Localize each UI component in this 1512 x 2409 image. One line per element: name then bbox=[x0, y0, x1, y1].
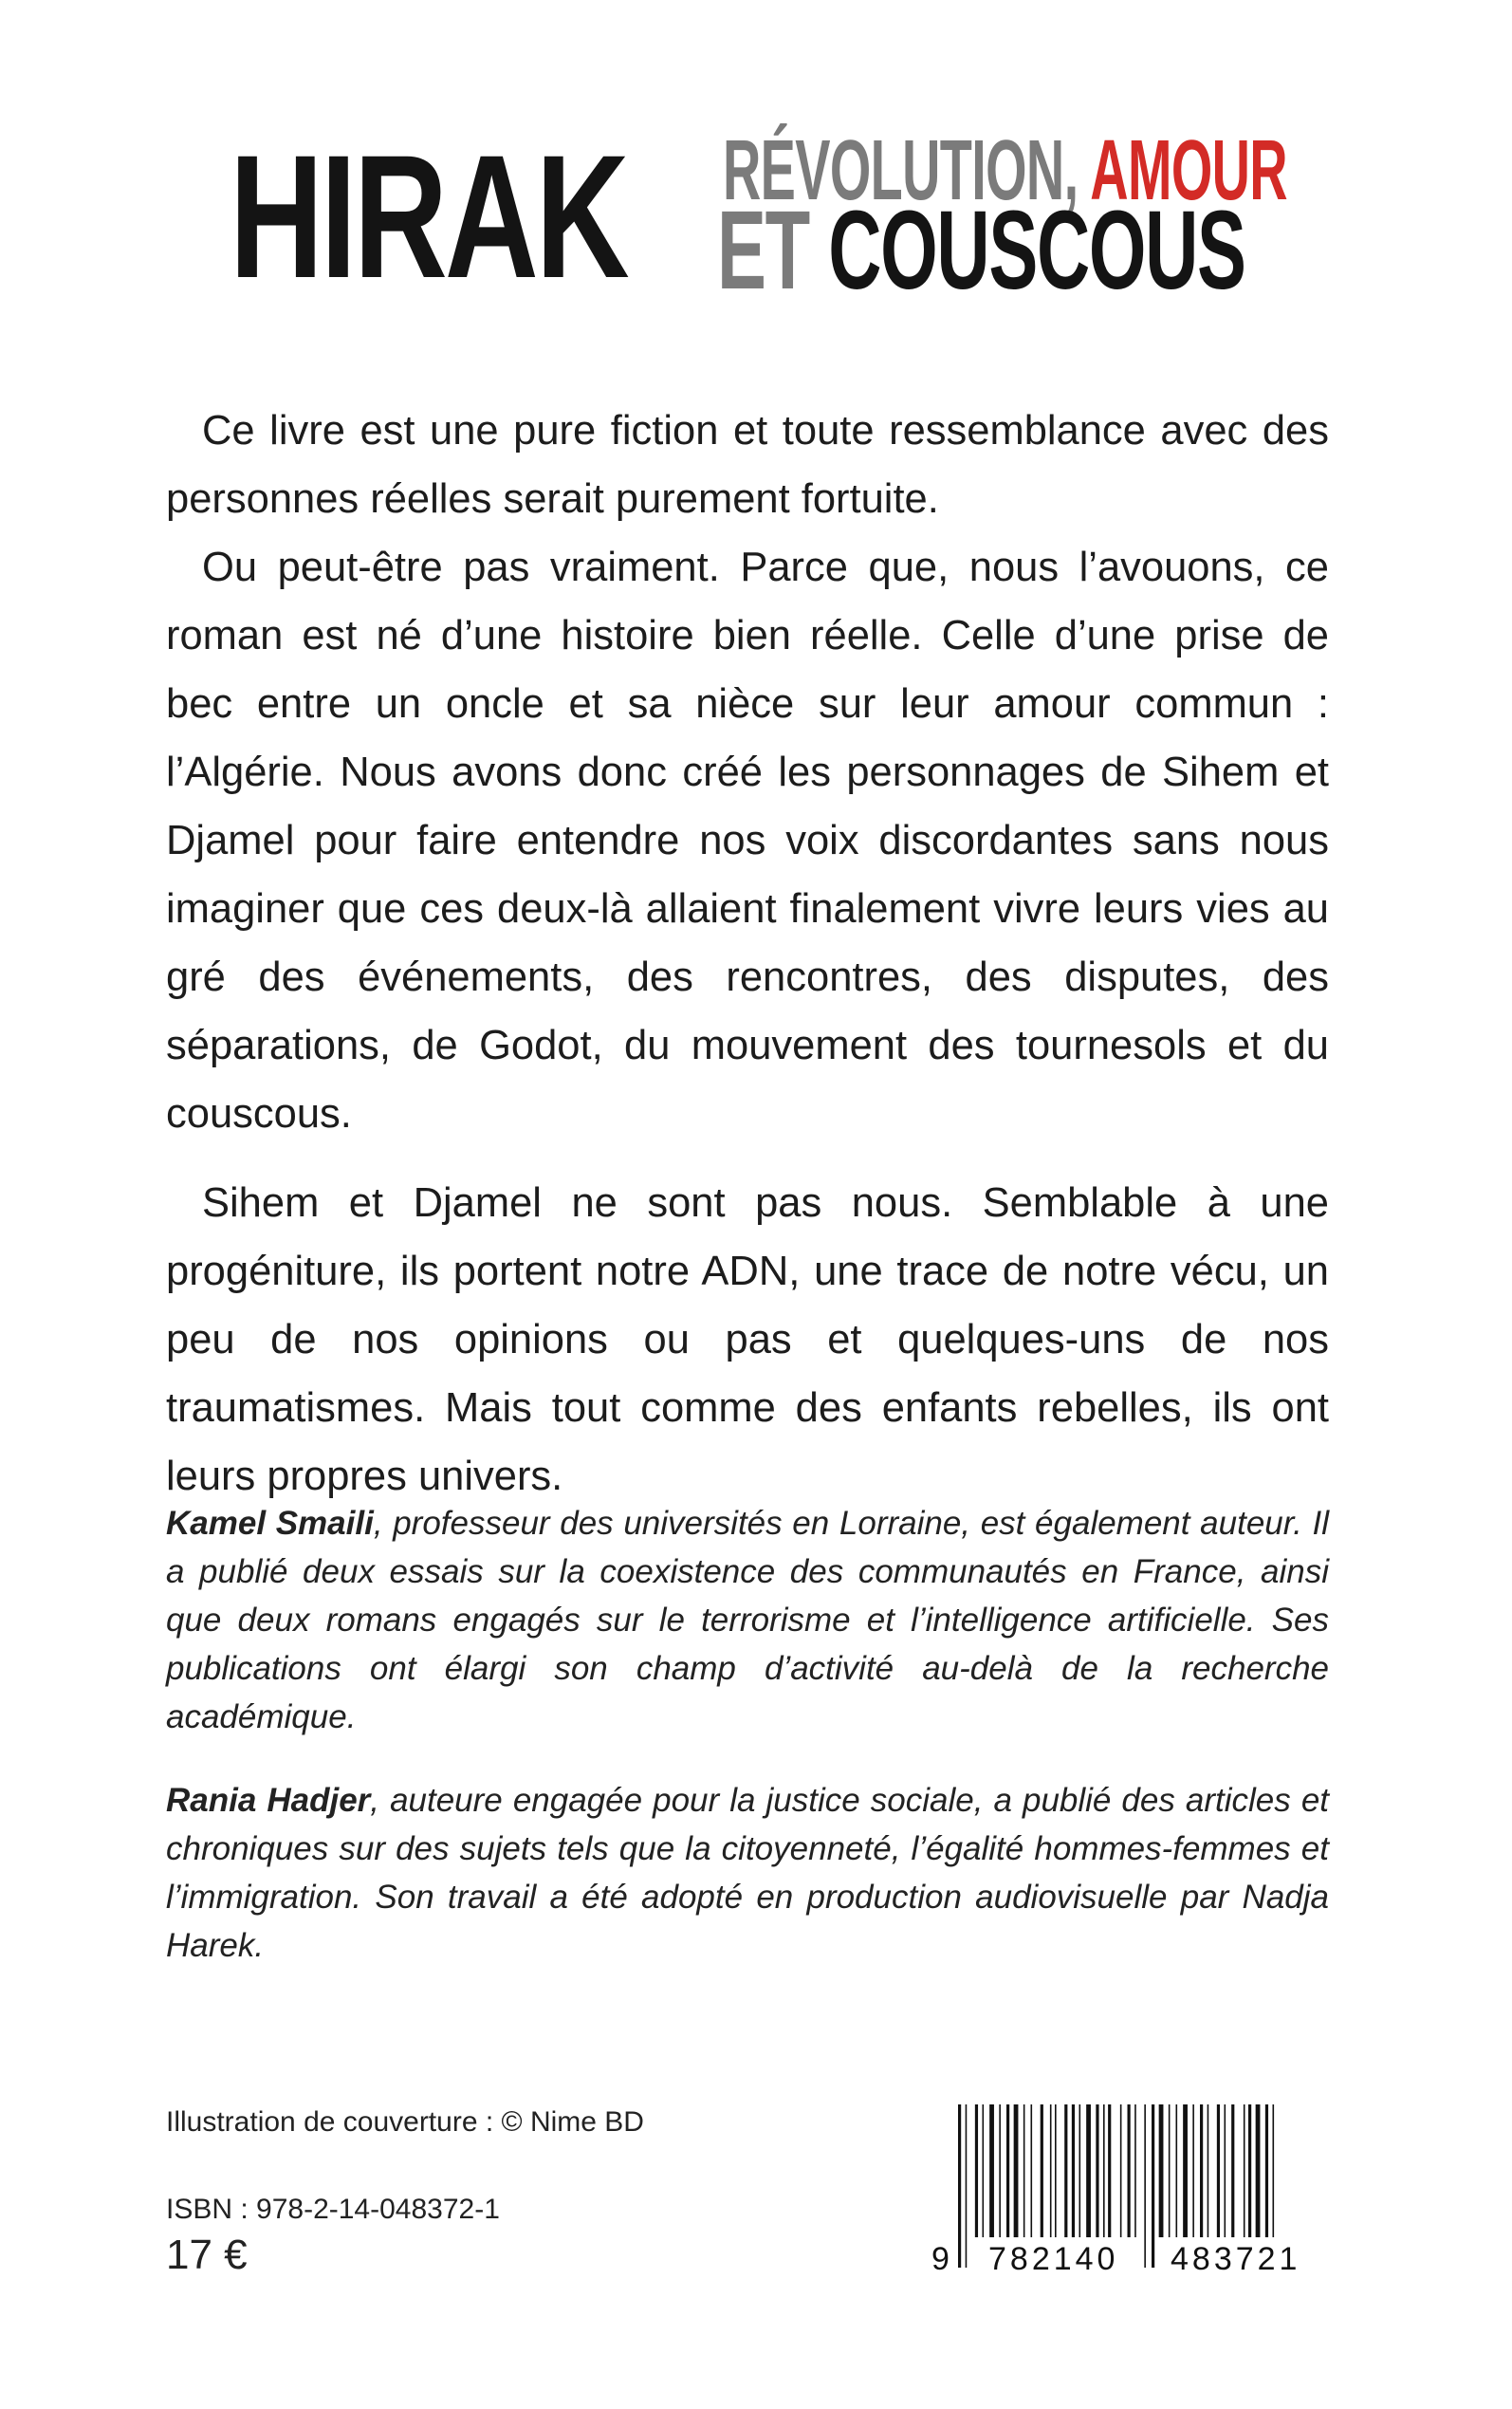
author-bio-text: , professeur des universités en Lorraine, est également auteur. Il a publié deux essais sur la coexistence des communautés en France, ainsi que deux romans engagés sur le terrorisme et l’intelligence artificielle. Ses publications ont élargi son champ d’activité au-delà de la recherche académique. bbox=[166, 1505, 1329, 1735]
barcode-left-digits: 782140 bbox=[988, 2241, 1119, 2277]
blurb-paragraph-2: Ou peut-être pas vraiment. Parce que, nous l’avouons, ce roman est né d’une histoire bien réelle. Celle d’une prise de bec entre un oncle et sa nièce sur leur amour commun : l’Algérie. Nous avons donc créé les personnages de Sihem et Djamel pour faire entendre nos voix discordantes sans nous imaginer que ces deux-là allaient finalement vivre leurs vies au gré des événements, des rencontres, des disputes, des séparations, de Godot, du mouvement des tournesols et du couscous. bbox=[166, 545, 1329, 1137]
illustration-credit: Illustration de couverture : © Nime BD bbox=[166, 2106, 644, 2138]
blurb-paragraph-1: Ce livre est une pure fiction et toute ressemblance avec des personnes réelles serait purement fortuite. bbox=[166, 408, 1329, 522]
title-hirak: HIRAK bbox=[230, 120, 627, 315]
author-name: Kamel Smaili bbox=[166, 1505, 374, 1542]
subtitle-et: ET bbox=[717, 188, 809, 313]
book-title bbox=[0, 0, 1512, 313]
author-name: Rania Hadjer bbox=[166, 1782, 371, 1819]
subtitle-couscous: COUSCOUS bbox=[828, 188, 1245, 313]
barcode-first-digit: 9 bbox=[931, 2241, 950, 2277]
back-cover-blurb bbox=[166, 397, 1329, 1510]
barcode-right-digits: 483721 bbox=[1171, 2241, 1301, 2277]
author-bio-kamel bbox=[166, 1499, 1329, 1741]
subtitle-line-2 bbox=[717, 188, 1245, 313]
blurb-paragraph-3: Sihem et Djamel ne sont pas nous. Semblable à une progéniture, ils portent notre ADN, une trace de notre vécu, un peu de nos opinions ou pas et quelques-uns de nos traumatismes. Mais tout comme des enfants rebelles, ils ont leurs propres univers. bbox=[166, 1180, 1329, 1499]
subtitle-revolution: RÉVOLUTION, bbox=[723, 123, 1079, 218]
author-bio-rania bbox=[166, 1776, 1329, 1970]
isbn-number: ISBN : 978-2-14-048372-1 bbox=[166, 2194, 500, 2225]
author-bio-text: , auteure engagée pour la justice sociale, a publié des articles et chroniques sur des sujets tels que la citoyenneté, l’égalité hommes-femmes et l’immigration. Son travail a été adopté en production audiovisuelle par Nadja Harek. bbox=[166, 1782, 1330, 1964]
subtitle-amour: AMOUR bbox=[1090, 123, 1287, 218]
price: 17 € bbox=[166, 2232, 248, 2278]
